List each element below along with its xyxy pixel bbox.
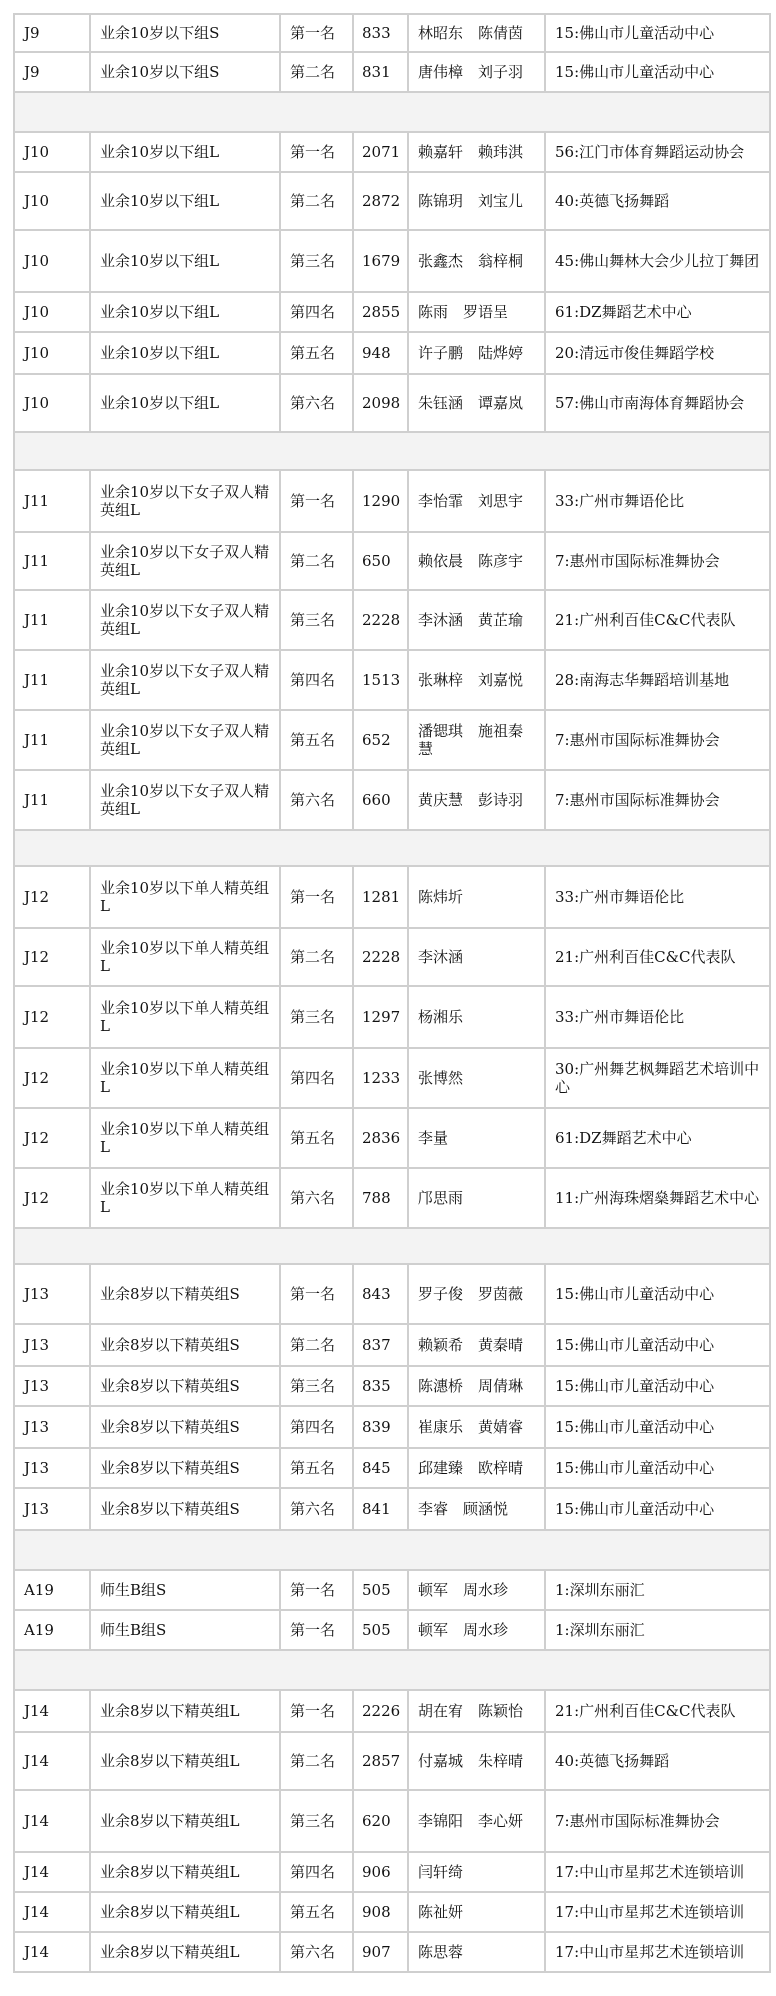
organization-cell: 45:佛山舞林大会少儿拉丁舞团 — [545, 230, 770, 292]
event-code-cell: J13 — [14, 1448, 90, 1488]
competitor-names-cell: 唐伟樟 刘子羽 — [408, 52, 545, 92]
result-row — [14, 132, 770, 172]
placement-cell: 第四名 — [280, 1852, 353, 1892]
competitor-number-cell: 2098 — [353, 374, 408, 432]
group-name-cell: 业余10岁以下女子双人精英组L — [90, 470, 280, 532]
placement-cell: 第五名 — [280, 1108, 353, 1168]
event-code-cell: J12 — [14, 1048, 90, 1108]
group-name-cell: 业余8岁以下精英组L — [90, 1852, 280, 1892]
placement-cell: 第四名 — [280, 292, 353, 332]
section-spacer-cell — [14, 1530, 770, 1570]
result-row — [14, 1168, 770, 1228]
competitor-number-cell: 831 — [353, 52, 408, 92]
group-name-cell: 业余8岁以下精英组S — [90, 1488, 280, 1530]
group-name-cell: 业余10岁以下女子双人精英组L — [90, 590, 280, 650]
group-name-cell: 业余10岁以下单人精英组L — [90, 1108, 280, 1168]
organization-cell: 17:中山市星邦艺术连锁培训 — [545, 1932, 770, 1972]
competitor-names-cell: 黄庆慧 彭诗羽 — [408, 770, 545, 830]
event-code-cell: J13 — [14, 1488, 90, 1530]
event-code-cell: J14 — [14, 1932, 90, 1972]
group-name-cell: 业余8岁以下精英组S — [90, 1264, 280, 1324]
competitor-number-cell: 788 — [353, 1168, 408, 1228]
placement-cell: 第三名 — [280, 590, 353, 650]
placement-cell: 第六名 — [280, 1488, 353, 1530]
placement-cell: 第三名 — [280, 230, 353, 292]
competitor-number-cell: 505 — [353, 1610, 408, 1650]
organization-cell: 21:广州利百佳C&C代表队 — [545, 1690, 770, 1732]
group-name-cell: 师生B组S — [90, 1570, 280, 1610]
competitor-number-cell: 505 — [353, 1570, 408, 1610]
competitor-names-cell: 赖嘉轩 赖玮淇 — [408, 132, 545, 172]
competitor-number-cell: 845 — [353, 1448, 408, 1488]
placement-cell: 第六名 — [280, 1168, 353, 1228]
event-code-cell: J14 — [14, 1690, 90, 1732]
organization-cell: 17:中山市星邦艺术连锁培训 — [545, 1892, 770, 1932]
result-row — [14, 986, 770, 1048]
section-spacer-cell — [14, 92, 770, 132]
event-code-cell: J11 — [14, 770, 90, 830]
competitor-names-cell: 张鑫杰 翁梓桐 — [408, 230, 545, 292]
event-code-cell: J14 — [14, 1892, 90, 1932]
competitor-number-cell: 1513 — [353, 650, 408, 710]
competitor-names-cell: 杨湘乐 — [408, 986, 545, 1048]
event-code-cell: J10 — [14, 292, 90, 332]
organization-cell: 1:深圳东丽汇 — [545, 1570, 770, 1610]
organization-cell: 40:英德飞扬舞蹈 — [545, 1732, 770, 1790]
group-name-cell: 业余8岁以下精英组S — [90, 1324, 280, 1366]
result-row — [14, 14, 770, 52]
competitor-number-cell: 2226 — [353, 1690, 408, 1732]
competitor-names-cell: 陈思蓉 — [408, 1932, 545, 1972]
result-row — [14, 1732, 770, 1790]
organization-cell: 15:佛山市儿童活动中心 — [545, 14, 770, 52]
group-name-cell: 业余10岁以下组L — [90, 132, 280, 172]
competitor-number-cell: 1233 — [353, 1048, 408, 1108]
event-code-cell: J11 — [14, 590, 90, 650]
organization-cell: 28:南海志华舞蹈培训基地 — [545, 650, 770, 710]
event-code-cell: J11 — [14, 532, 90, 590]
organization-cell: 40:英德飞扬舞蹈 — [545, 172, 770, 230]
event-code-cell: J14 — [14, 1790, 90, 1852]
group-name-cell: 业余8岁以下精英组S — [90, 1448, 280, 1488]
group-name-cell: 业余10岁以下组L — [90, 332, 280, 374]
section-spacer-row — [14, 1650, 770, 1690]
event-code-cell: J11 — [14, 650, 90, 710]
section-spacer-cell — [14, 1650, 770, 1690]
result-row — [14, 1852, 770, 1892]
result-row — [14, 1366, 770, 1406]
organization-cell: 15:佛山市儿童活动中心 — [545, 1366, 770, 1406]
organization-cell: 17:中山市星邦艺术连锁培训 — [545, 1852, 770, 1892]
group-name-cell: 业余10岁以下单人精英组L — [90, 1048, 280, 1108]
result-row — [14, 1406, 770, 1448]
placement-cell: 第一名 — [280, 132, 353, 172]
competitor-number-cell: 906 — [353, 1852, 408, 1892]
event-code-cell: J12 — [14, 1108, 90, 1168]
group-name-cell: 业余8岁以下精英组L — [90, 1790, 280, 1852]
result-row — [14, 770, 770, 830]
placement-cell: 第三名 — [280, 1790, 353, 1852]
result-row — [14, 52, 770, 92]
organization-cell: 61:DZ舞蹈艺术中心 — [545, 292, 770, 332]
competitor-number-cell: 2071 — [353, 132, 408, 172]
event-code-cell: J12 — [14, 986, 90, 1048]
group-name-cell: 业余8岁以下精英组S — [90, 1406, 280, 1448]
organization-cell: 1:深圳东丽汇 — [545, 1610, 770, 1650]
placement-cell: 第二名 — [280, 172, 353, 230]
group-name-cell: 师生B组S — [90, 1610, 280, 1650]
placement-cell: 第四名 — [280, 1048, 353, 1108]
section-spacer-cell — [14, 1228, 770, 1264]
organization-cell: 20:清远市俊佳舞蹈学校 — [545, 332, 770, 374]
result-row — [14, 332, 770, 374]
group-name-cell: 业余8岁以下精英组L — [90, 1732, 280, 1790]
results-table — [13, 13, 771, 1973]
organization-cell: 15:佛山市儿童活动中心 — [545, 1264, 770, 1324]
result-row — [14, 470, 770, 532]
result-row — [14, 1790, 770, 1852]
placement-cell: 第六名 — [280, 374, 353, 432]
organization-cell: 33:广州市舞语伦比 — [545, 866, 770, 928]
result-row — [14, 1108, 770, 1168]
result-row — [14, 1488, 770, 1530]
event-code-cell: J13 — [14, 1366, 90, 1406]
event-code-cell: J10 — [14, 132, 90, 172]
competitor-number-cell: 907 — [353, 1932, 408, 1972]
group-name-cell: 业余10岁以下单人精英组L — [90, 1168, 280, 1228]
organization-cell: 56:江门市体育舞蹈运动协会 — [545, 132, 770, 172]
competitor-names-cell: 张博然 — [408, 1048, 545, 1108]
placement-cell: 第六名 — [280, 1932, 353, 1972]
placement-cell: 第一名 — [280, 1690, 353, 1732]
organization-cell: 7:惠州市国际标准舞协会 — [545, 532, 770, 590]
competitor-number-cell: 837 — [353, 1324, 408, 1366]
result-row — [14, 650, 770, 710]
group-name-cell: 业余10岁以下女子双人精英组L — [90, 532, 280, 590]
competitor-names-cell: 朱钰涵 谭嘉岚 — [408, 374, 545, 432]
competitor-names-cell: 李怡霏 刘思宇 — [408, 470, 545, 532]
placement-cell: 第五名 — [280, 1892, 353, 1932]
organization-cell: 11:广州海珠熠燊舞蹈艺术中心 — [545, 1168, 770, 1228]
section-spacer-row — [14, 432, 770, 470]
organization-cell: 57:佛山市南海体育舞蹈协会 — [545, 374, 770, 432]
competitor-number-cell: 2872 — [353, 172, 408, 230]
organization-cell: 15:佛山市儿童活动中心 — [545, 1448, 770, 1488]
event-code-cell: A19 — [14, 1570, 90, 1610]
result-row — [14, 374, 770, 432]
result-row — [14, 590, 770, 650]
competitor-number-cell: 1297 — [353, 986, 408, 1048]
placement-cell: 第二名 — [280, 532, 353, 590]
placement-cell: 第四名 — [280, 650, 353, 710]
competitor-names-cell: 李睿 顾涵悦 — [408, 1488, 545, 1530]
organization-cell: 15:佛山市儿童活动中心 — [545, 1406, 770, 1448]
result-row — [14, 1570, 770, 1610]
result-row — [14, 866, 770, 928]
group-name-cell: 业余10岁以下组L — [90, 292, 280, 332]
group-name-cell: 业余10岁以下组S — [90, 14, 280, 52]
result-row — [14, 1448, 770, 1488]
competitor-names-cell: 张琳梓 刘嘉悦 — [408, 650, 545, 710]
event-code-cell: J12 — [14, 1168, 90, 1228]
event-code-cell: J13 — [14, 1264, 90, 1324]
event-code-cell: J12 — [14, 866, 90, 928]
result-row — [14, 172, 770, 230]
competitor-number-cell: 2228 — [353, 928, 408, 986]
organization-cell: 21:广州利百佳C&C代表队 — [545, 590, 770, 650]
competitor-names-cell: 陈炜圻 — [408, 866, 545, 928]
competitor-names-cell: 赖依晨 陈彦宇 — [408, 532, 545, 590]
section-spacer-row — [14, 830, 770, 866]
organization-cell: 15:佛山市儿童活动中心 — [545, 1324, 770, 1366]
competitor-names-cell: 李量 — [408, 1108, 545, 1168]
section-spacer-cell — [14, 432, 770, 470]
event-code-cell: J11 — [14, 470, 90, 532]
group-name-cell: 业余10岁以下女子双人精英组L — [90, 710, 280, 770]
placement-cell: 第一名 — [280, 1610, 353, 1650]
result-row — [14, 928, 770, 986]
placement-cell: 第四名 — [280, 1406, 353, 1448]
competitor-names-cell: 李沐涵 — [408, 928, 545, 986]
competitor-number-cell: 2857 — [353, 1732, 408, 1790]
competitor-names-cell: 顿军 周水珍 — [408, 1610, 545, 1650]
group-name-cell: 业余8岁以下精英组L — [90, 1892, 280, 1932]
competitor-names-cell: 付嘉城 朱梓晴 — [408, 1732, 545, 1790]
competitor-number-cell: 652 — [353, 710, 408, 770]
competitor-names-cell: 赖颖希 黄秦晴 — [408, 1324, 545, 1366]
placement-cell: 第三名 — [280, 986, 353, 1048]
competitor-names-cell: 陈雨 罗语呈 — [408, 292, 545, 332]
group-name-cell: 业余10岁以下组S — [90, 52, 280, 92]
competitor-number-cell: 1290 — [353, 470, 408, 532]
organization-cell: 33:广州市舞语伦比 — [545, 470, 770, 532]
placement-cell: 第六名 — [280, 770, 353, 830]
competitor-number-cell: 833 — [353, 14, 408, 52]
event-code-cell: J9 — [14, 14, 90, 52]
competitor-names-cell: 闫轩绮 — [408, 1852, 545, 1892]
competitor-number-cell: 1679 — [353, 230, 408, 292]
placement-cell: 第一名 — [280, 866, 353, 928]
competitor-number-cell: 948 — [353, 332, 408, 374]
competitor-names-cell: 陈潓桥 周倩琳 — [408, 1366, 545, 1406]
event-code-cell: J9 — [14, 52, 90, 92]
result-row — [14, 1048, 770, 1108]
placement-cell: 第三名 — [280, 1366, 353, 1406]
competitor-number-cell: 1281 — [353, 866, 408, 928]
group-name-cell: 业余10岁以下女子双人精英组L — [90, 770, 280, 830]
competitor-names-cell: 李沐涵 黄芷瑜 — [408, 590, 545, 650]
group-name-cell: 业余8岁以下精英组L — [90, 1932, 280, 1972]
organization-cell: 7:惠州市国际标准舞协会 — [545, 710, 770, 770]
competitor-number-cell: 650 — [353, 532, 408, 590]
event-code-cell: J13 — [14, 1324, 90, 1366]
event-code-cell: J12 — [14, 928, 90, 986]
competitor-names-cell: 顿军 周水珍 — [408, 1570, 545, 1610]
competitor-number-cell: 839 — [353, 1406, 408, 1448]
competitor-names-cell: 崔康乐 黄婧睿 — [408, 1406, 545, 1448]
competitor-names-cell: 潘锶琪 施祖秦慧 — [408, 710, 545, 770]
group-name-cell: 业余8岁以下精英组S — [90, 1366, 280, 1406]
section-spacer-row — [14, 1228, 770, 1264]
results-body — [14, 14, 770, 1972]
event-code-cell: J10 — [14, 374, 90, 432]
event-code-cell: J14 — [14, 1732, 90, 1790]
group-name-cell: 业余10岁以下单人精英组L — [90, 986, 280, 1048]
result-row — [14, 1610, 770, 1650]
organization-cell: 30:广州舞艺枫舞蹈艺术培训中心 — [545, 1048, 770, 1108]
result-row — [14, 292, 770, 332]
competitor-names-cell: 邱建臻 欧梓晴 — [408, 1448, 545, 1488]
placement-cell: 第一名 — [280, 1570, 353, 1610]
competitor-number-cell: 2855 — [353, 292, 408, 332]
placement-cell: 第一名 — [280, 14, 353, 52]
competitor-number-cell: 835 — [353, 1366, 408, 1406]
competitor-number-cell: 841 — [353, 1488, 408, 1530]
organization-cell: 33:广州市舞语伦比 — [545, 986, 770, 1048]
competitor-number-cell: 620 — [353, 1790, 408, 1852]
competitor-number-cell: 2836 — [353, 1108, 408, 1168]
event-code-cell: J13 — [14, 1406, 90, 1448]
result-row — [14, 230, 770, 292]
organization-cell: 21:广州利百佳C&C代表队 — [545, 928, 770, 986]
group-name-cell: 业余10岁以下单人精英组L — [90, 928, 280, 986]
placement-cell: 第二名 — [280, 1732, 353, 1790]
competitor-names-cell: 许子鹏 陆烨婷 — [408, 332, 545, 374]
result-row — [14, 710, 770, 770]
group-name-cell: 业余10岁以下组L — [90, 172, 280, 230]
event-code-cell: J10 — [14, 230, 90, 292]
group-name-cell: 业余10岁以下组L — [90, 230, 280, 292]
competitor-number-cell: 908 — [353, 1892, 408, 1932]
event-code-cell: A19 — [14, 1610, 90, 1650]
placement-cell: 第一名 — [280, 470, 353, 532]
competitor-names-cell: 林昭东 陈倩茵 — [408, 14, 545, 52]
competitor-names-cell: 陈祉妍 — [408, 1892, 545, 1932]
result-row — [14, 1932, 770, 1972]
competitor-names-cell: 罗子俊 罗茵薇 — [408, 1264, 545, 1324]
competitor-names-cell: 李锦阳 李心妍 — [408, 1790, 545, 1852]
group-name-cell: 业余10岁以下女子双人精英组L — [90, 650, 280, 710]
section-spacer-row — [14, 1530, 770, 1570]
placement-cell: 第二名 — [280, 1324, 353, 1366]
section-spacer-row — [14, 92, 770, 132]
organization-cell: 7:惠州市国际标准舞协会 — [545, 1790, 770, 1852]
result-row — [14, 1324, 770, 1366]
event-code-cell: J10 — [14, 172, 90, 230]
placement-cell: 第二名 — [280, 928, 353, 986]
group-name-cell: 业余8岁以下精英组L — [90, 1690, 280, 1732]
competitor-names-cell: 胡在宥 陈颖怡 — [408, 1690, 545, 1732]
organization-cell: 15:佛山市儿童活动中心 — [545, 52, 770, 92]
placement-cell: 第五名 — [280, 710, 353, 770]
event-code-cell: J14 — [14, 1852, 90, 1892]
result-row — [14, 532, 770, 590]
result-row — [14, 1690, 770, 1732]
placement-cell: 第一名 — [280, 1264, 353, 1324]
competitor-names-cell: 陈锦玥 刘宝儿 — [408, 172, 545, 230]
result-row — [14, 1892, 770, 1932]
competitor-number-cell: 843 — [353, 1264, 408, 1324]
competitor-number-cell: 660 — [353, 770, 408, 830]
competitor-number-cell: 2228 — [353, 590, 408, 650]
organization-cell: 15:佛山市儿童活动中心 — [545, 1488, 770, 1530]
group-name-cell: 业余10岁以下组L — [90, 374, 280, 432]
competitor-names-cell: 邝思雨 — [408, 1168, 545, 1228]
group-name-cell: 业余10岁以下单人精英组L — [90, 866, 280, 928]
organization-cell: 7:惠州市国际标准舞协会 — [545, 770, 770, 830]
placement-cell: 第五名 — [280, 332, 353, 374]
placement-cell: 第二名 — [280, 52, 353, 92]
result-row — [14, 1264, 770, 1324]
event-code-cell: J11 — [14, 710, 90, 770]
placement-cell: 第五名 — [280, 1448, 353, 1488]
event-code-cell: J10 — [14, 332, 90, 374]
section-spacer-cell — [14, 830, 770, 866]
organization-cell: 61:DZ舞蹈艺术中心 — [545, 1108, 770, 1168]
